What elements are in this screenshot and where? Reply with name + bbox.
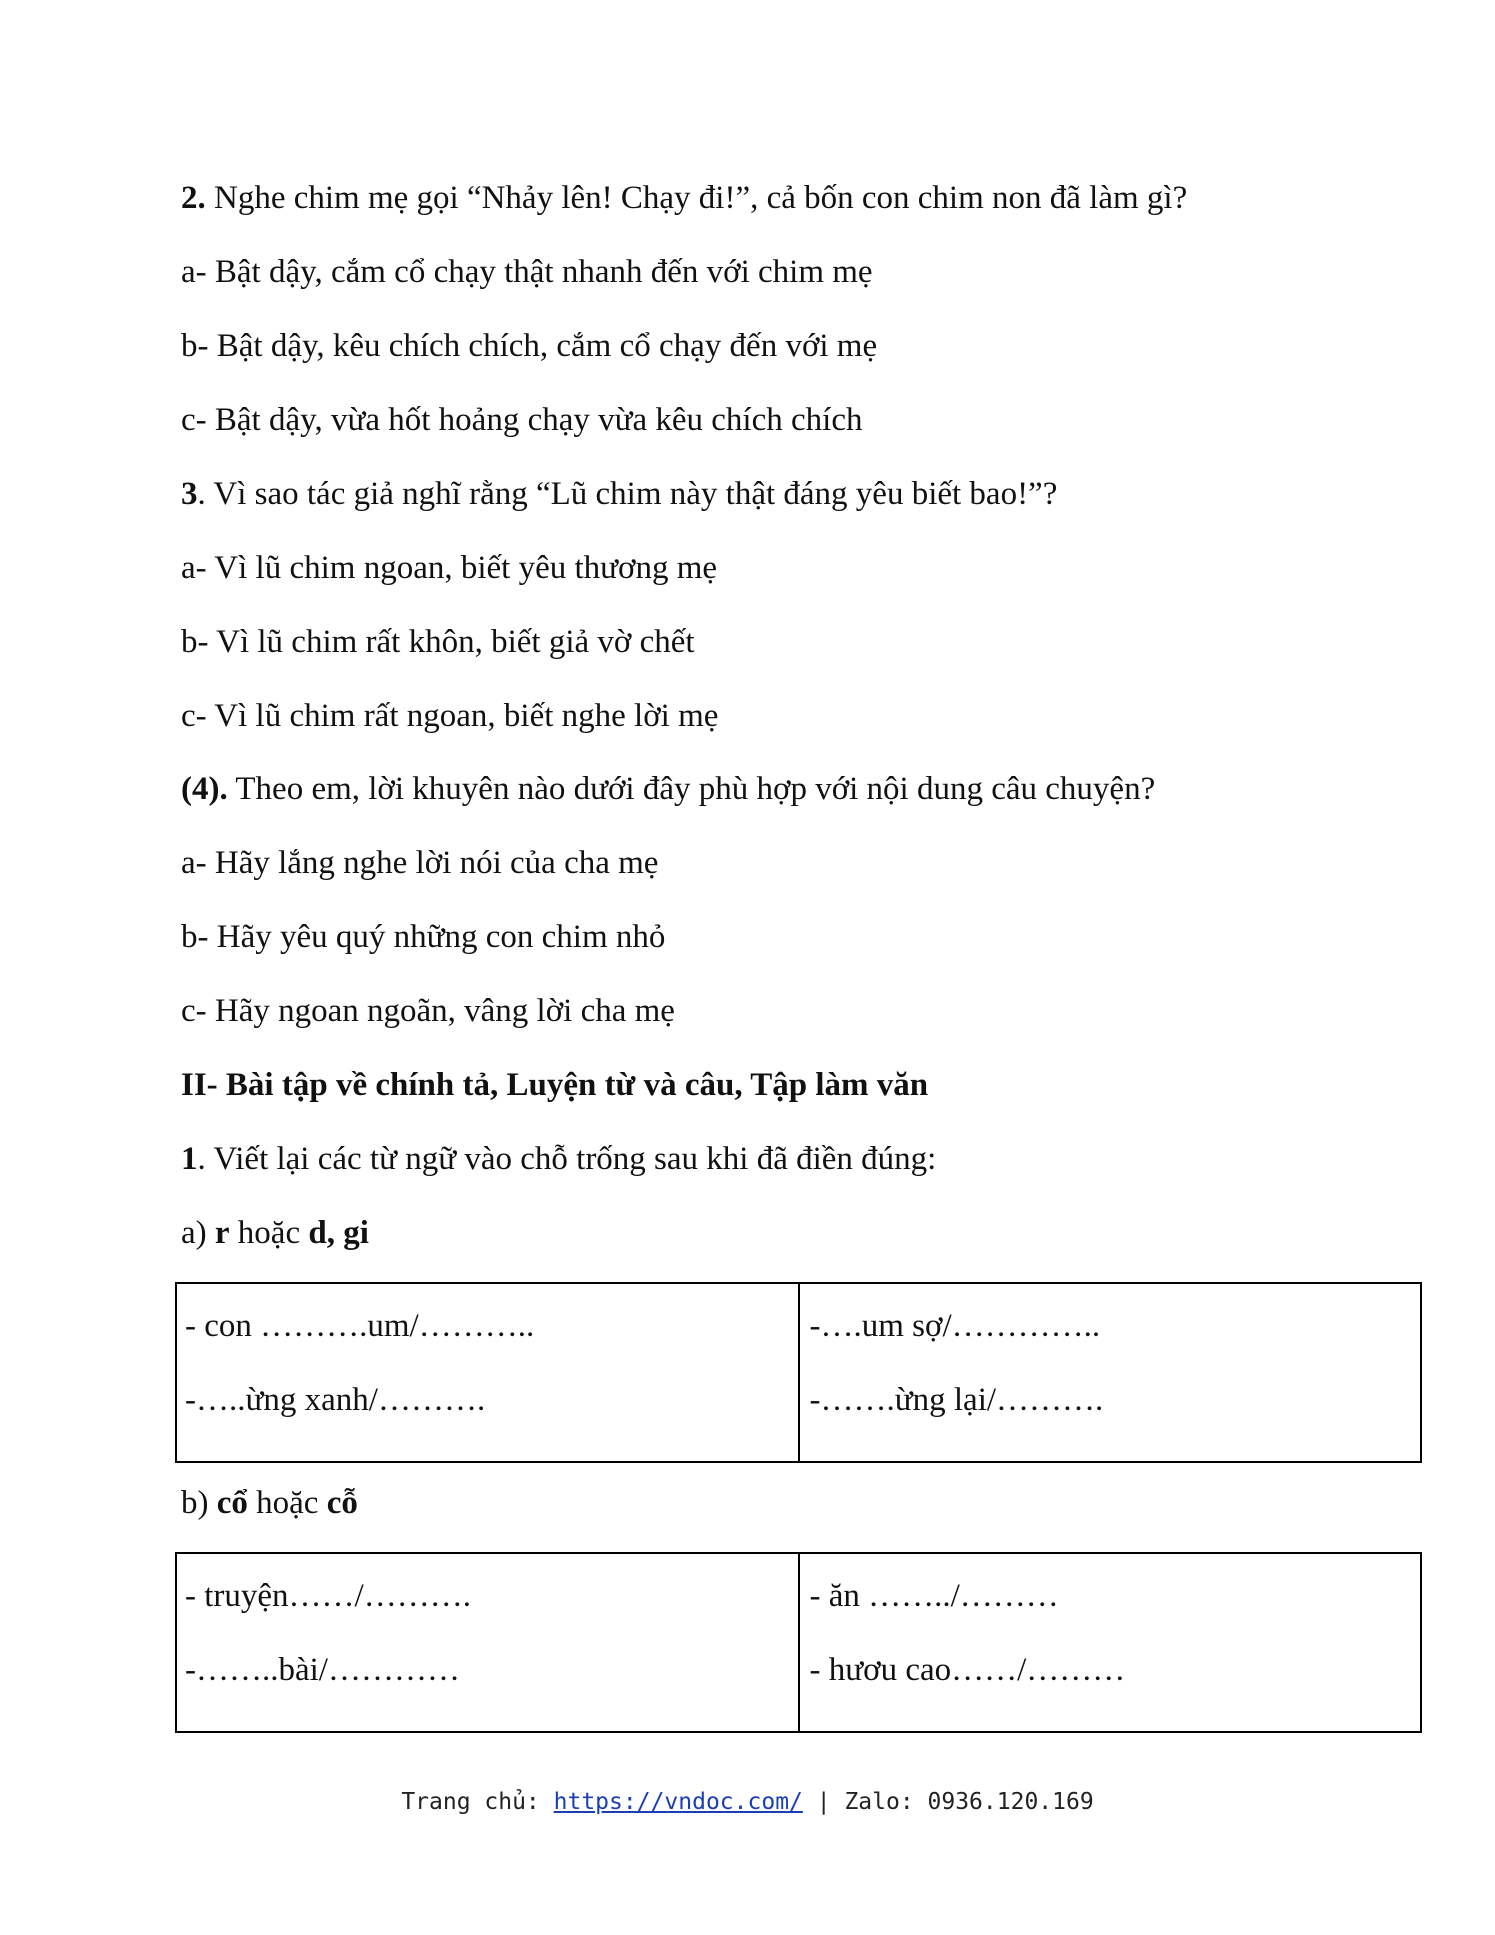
blank-entry: -…….ừng lại/………. [809,1382,1104,1418]
part-a-label: a) r hoặc d, gi [181,1215,369,1251]
section-heading: II- Bài tập về chính tả, Luyện từ và câu, Tập làm văn [181,1067,929,1103]
option-2a: a- Bật dậy, cắm cổ chạy thật nhanh đến với chim mẹ [181,254,873,290]
part-a-left-cell [177,1284,798,1461]
blank-entry: - hươu cao……/……… [809,1652,1126,1688]
option-3b: b- Vì lũ chim rất khôn, biết giả vờ chết [181,624,695,660]
question-2 [181,178,1187,218]
blank-entry: - truyện……/………. [185,1578,471,1614]
homepage-link[interactable]: https://vndoc.com/ [553,1789,803,1815]
question-text: Nghe chim mẹ gọi “Nhảy lên! Chạy đi!”, cả bốn con chim non đã làm gì? [205,180,1188,216]
part-a-right-cell [798,1284,1421,1461]
part-b-right-cell [798,1554,1421,1731]
question-number: 3 [181,476,198,512]
question-number: 2. [181,180,206,216]
option-3c: c- Vì lũ chim rất ngoan, biết nghe lời mẹ [181,698,719,734]
zalo-contact: Zalo: 0936.120.169 [844,1789,1094,1815]
blank-entry: -….um sợ/………….. [809,1308,1101,1344]
option-2b: b- Bật dậy, kêu chích chích, cắm cổ chạy đến với mẹ [181,328,878,364]
question-number: (4). [181,771,228,807]
blank-entry: - con ……….um/……….. [185,1308,535,1344]
question-text: . Vì sao tác giả nghĩ rằng “Lũ chim này thật đáng yêu biết bao!”? [197,476,1058,512]
exercise-1 [181,1139,936,1179]
question-3 [181,474,1057,514]
page-footer [0,1787,1495,1817]
part-a-table [175,1282,1422,1463]
blank-entry: -…..ừng xanh/………. [185,1382,486,1418]
blank-entry: - ăn ……../……… [809,1578,1059,1614]
option-4c: c- Hãy ngoan ngoãn, vâng lời cha mẹ [181,993,675,1029]
exercise-number: 1 [181,1141,198,1177]
question-text: Theo em, lời khuyên nào dưới đây phù hợp với nội dung câu chuyện? [227,771,1156,807]
footer-label: Trang chủ: [401,1789,554,1815]
blank-entry: -……..bài/………… [185,1652,460,1688]
question-4 [181,769,1155,809]
option-4b: b- Hãy yêu quý những con chim nhỏ [181,919,666,955]
part-b-label: b) cổ hoặc cỗ [181,1485,358,1521]
part-b-left-cell [177,1554,798,1731]
exercise-text: . Viết lại các từ ngữ vào chỗ trống sau khi đã điền đúng: [197,1141,937,1177]
option-4a: a- Hãy lắng nghe lời nói của cha mẹ [181,845,659,881]
footer-separator: | [802,1789,845,1815]
part-b-table [175,1552,1422,1733]
option-2c: c- Bật dậy, vừa hốt hoảng chạy vừa kêu chích chích [181,402,863,438]
option-3a: a- Vì lũ chim ngoan, biết yêu thương mẹ [181,550,718,586]
